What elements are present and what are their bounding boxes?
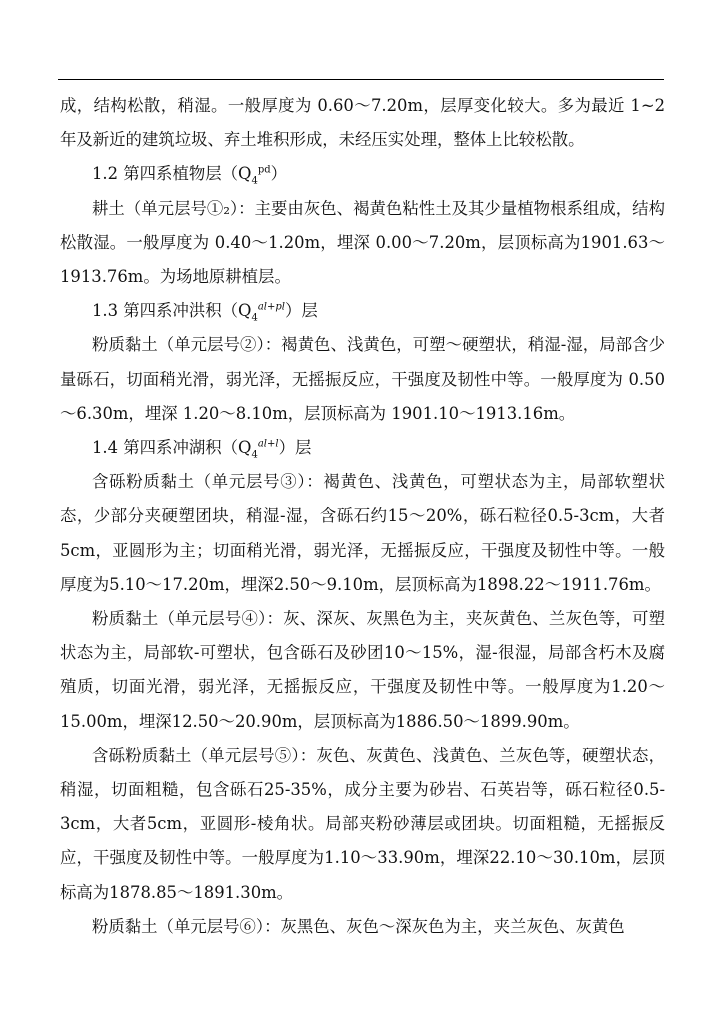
section-heading-1-3 (60, 294, 665, 328)
heading-suffix: ） (270, 164, 288, 184)
paragraph-layer-6: 粉质黏土（单元层号⑥）：灰黑色、灰色～深灰色为主，夹兰灰色、灰黄色 (92, 916, 625, 936)
heading-subscript: 4 (251, 449, 258, 461)
heading-superscript: al+pl (257, 301, 285, 313)
heading-superscript: al+l (257, 438, 279, 450)
heading-text: 1.2 第四系植物层（Q (92, 164, 252, 184)
paragraph-layer-4: 粉质黏土（单元层号④）：灰、深灰、灰黑色为主，夹灰黄色、兰灰色等，可塑状态为主，局部软-可塑状，包含砾石及砂团10～15%，湿-很湿，局部含朽木及腐殖质，切面光滑，弱光泽，无摇振反应，干强度及韧性中等。一般厚度为1.20～15.00m，埋深12.50～20.90m，层顶标高为1886.50～1899.90m。 (60, 609, 665, 731)
heading-text: 1.3 第四系冲洪积（Q (92, 301, 252, 321)
paragraph-fill-layer-end: 成，结构松散，稍湿。一般厚度为 0.60～7.20m，层厚变化较大。多为最近 1~2年及新近的建筑垃圾、弃土堆积形成，未经压实处理，整体上比较松散。 (60, 96, 665, 150)
heading-suffix: ）层 (284, 301, 318, 321)
heading-suffix: ）层 (278, 438, 312, 458)
heading-superscript: pd (257, 164, 271, 176)
header-rule (58, 79, 664, 80)
paragraph-layer-1-2: 耕土（单元层号①₂）：主要由灰色、褐黄色粘性土及其少量植物根系组成，结构松散湿。一般厚度为 0.40～1.20m，埋深 0.00～7.20m，层顶标高为1901.63～1913.76m。为场地原耕植层。 (60, 198, 665, 287)
section-heading-1-2 (60, 157, 665, 191)
heading-subscript: 4 (251, 175, 258, 187)
paragraph-layer-5: 含砾粉质黏土（单元层号⑤）：灰色、灰黄色、浅黄色、兰灰色等，硬塑状态，稍湿，切面粗糙，包含砾石25-35%，成分主要为砂岩、石英岩等，砾石粒径0.5-3cm，大者5cm，亚圆形-棱角状。局部夹粉砂薄层或团块。切面粗糙，无摇振反应，干强度及韧性中等。一般厚度为1.10～33.90m，埋深22.10～30.10m，层顶标高为1878.85～1891.30m。 (60, 745, 665, 902)
heading-text: 1.4 第四系冲湖积（Q (92, 438, 252, 458)
section-heading-1-4 (60, 431, 665, 465)
document-body (60, 89, 665, 944)
paragraph-layer-2: 粉质黏土（单元层号②）：褐黄色、浅黄色，可塑～硬塑状，稍湿-湿，局部含少量砾石，切面稍光滑，弱光泽，无摇振反应，干强度及韧性中等。一般厚度为 0.50～6.30m，埋深 1.20～8.10m，层顶标高为 1901.10～1913.16m。 (60, 335, 665, 423)
paragraph-layer-3: 含砾粉质黏土（单元层号③）：褐黄色、浅黄色，可塑状态为主，局部软塑状态，少部分夹硬塑团块，稍湿-湿，含砾石约15～20%，砾石粒径0.5-3cm，大者5cm，亚圆形为主；切面稍光滑，弱光泽，无摇振反应，干强度及韧性中等。一般厚度为5.10～17.20m，埋深2.50～9.10m，层顶标高为1898.22～1911.76m。 (60, 472, 665, 594)
heading-subscript: 4 (251, 312, 258, 324)
